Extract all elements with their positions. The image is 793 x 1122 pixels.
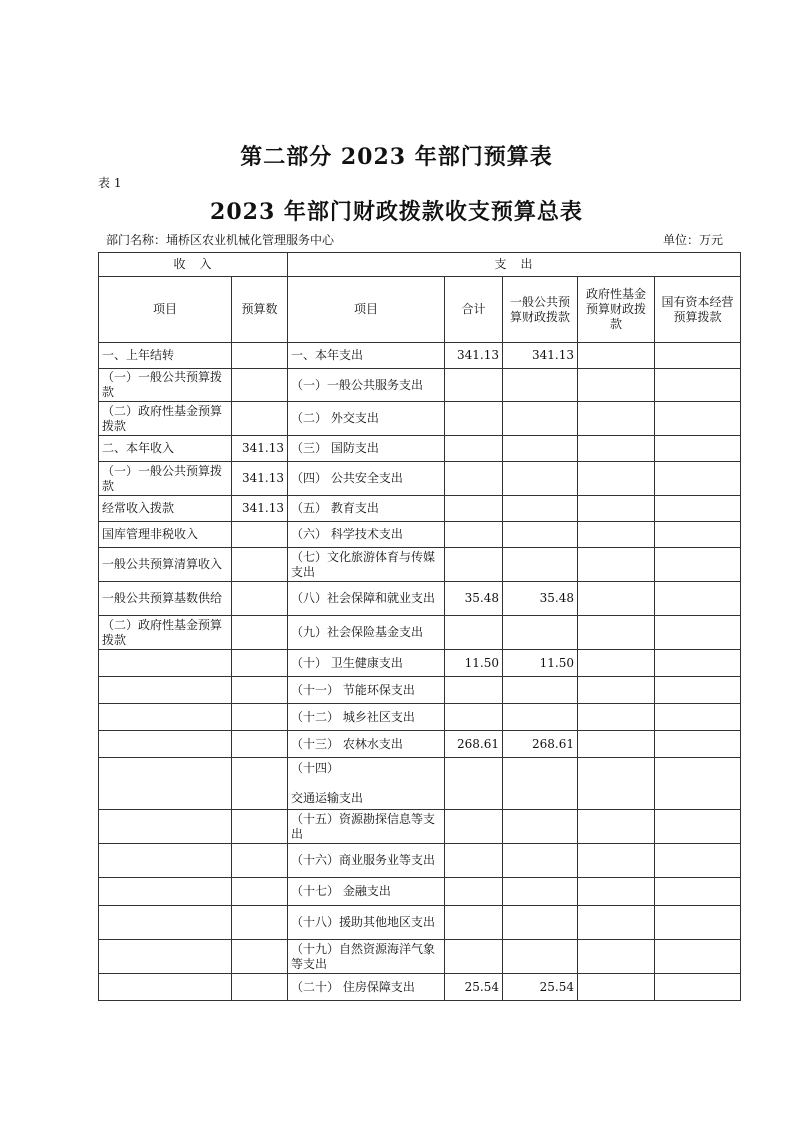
expense-state — [655, 650, 741, 677]
expense-total — [445, 810, 503, 844]
income-item: 国库管理非税收入 — [99, 522, 232, 548]
table-row — [99, 758, 741, 810]
income-item: 二、本年收入 — [99, 436, 232, 462]
expense-general — [503, 878, 578, 906]
income-item: 一般公共预算清算收入 — [99, 548, 232, 582]
expense-general — [503, 369, 578, 402]
expense-general — [503, 906, 578, 940]
income-amount — [232, 940, 288, 974]
expense-item-line1: （十四） — [291, 761, 340, 775]
table-row — [99, 402, 741, 436]
table-row — [99, 522, 741, 548]
expense-item: （十三） 农林水支出 — [288, 731, 445, 758]
income-amount — [232, 616, 288, 650]
income-item — [99, 844, 232, 878]
expense-state — [655, 906, 741, 940]
expense-item: （二） 外交支出 — [288, 402, 445, 436]
income-amount — [232, 758, 288, 810]
expense-item: （十） 卫生健康支出 — [288, 650, 445, 677]
expense-total — [445, 369, 503, 402]
income-amount — [232, 548, 288, 582]
expense-item: （五） 教育支出 — [288, 496, 445, 522]
income-amount — [232, 677, 288, 704]
expense-total — [445, 496, 503, 522]
expense-total: 268.61 — [445, 731, 503, 758]
expense-total — [445, 522, 503, 548]
expense-state — [655, 878, 741, 906]
expense-state — [655, 582, 741, 616]
table-row — [99, 582, 741, 616]
expense-general — [503, 810, 578, 844]
expense-total: 35.48 — [445, 582, 503, 616]
expense-total — [445, 940, 503, 974]
expense-total: 25.54 — [445, 974, 503, 1001]
unit-label: 单位：万元 — [662, 233, 723, 247]
expense-state — [655, 496, 741, 522]
expense-fund — [578, 548, 655, 582]
income-item: 一、上年结转 — [99, 343, 232, 369]
expense-state — [655, 677, 741, 704]
income-amount: 341.13 — [232, 462, 288, 496]
expense-fund — [578, 522, 655, 548]
expense-total — [445, 436, 503, 462]
col-general-budget: 一般公共预算财政拨款 — [503, 277, 578, 343]
expense-state — [655, 810, 741, 844]
expense-state — [655, 343, 741, 369]
col-fund-budget: 政府性基金预算财政拨款 — [578, 277, 655, 343]
income-item: （二）政府性基金预算拨款 — [99, 616, 232, 650]
expense-fund — [578, 731, 655, 758]
expense-fund — [578, 369, 655, 402]
table-row — [99, 906, 741, 940]
expense-general — [503, 522, 578, 548]
income-amount: 341.13 — [232, 436, 288, 462]
expense-general — [503, 704, 578, 731]
income-amount — [232, 369, 288, 402]
income-amount — [232, 974, 288, 1001]
expense-state — [655, 844, 741, 878]
table-row — [99, 548, 741, 582]
expense-total — [445, 878, 503, 906]
table-row — [99, 940, 741, 974]
income-item — [99, 974, 232, 1001]
income-item — [99, 704, 232, 731]
income-item — [99, 650, 232, 677]
income-item — [99, 906, 232, 940]
expense-state — [655, 758, 741, 810]
income-amount — [232, 704, 288, 731]
table-row — [99, 462, 741, 496]
expense-total — [445, 758, 503, 810]
expense-total — [445, 844, 503, 878]
col-income-item: 项目 — [99, 277, 232, 343]
expense-fund — [578, 616, 655, 650]
expense-state — [655, 402, 741, 436]
expense-fund — [578, 436, 655, 462]
expense-general — [503, 548, 578, 582]
expense-general: 268.61 — [503, 731, 578, 758]
income-item: （一）一般公共预算拨款 — [99, 462, 232, 496]
expense-item: （四） 公共安全支出 — [288, 462, 445, 496]
expense-item — [288, 758, 445, 810]
table-row — [99, 704, 741, 731]
budget-table — [98, 252, 741, 1001]
expense-group-header: 支 出 — [288, 253, 741, 277]
expense-fund — [578, 844, 655, 878]
expense-total — [445, 677, 503, 704]
expense-general — [503, 616, 578, 650]
table-row — [99, 436, 741, 462]
expense-item: 一、本年支出 — [288, 343, 445, 369]
income-amount — [232, 522, 288, 548]
department-name: 部门名称：埇桥区农业机械化管理服务中心 — [106, 233, 335, 247]
expense-fund — [578, 402, 655, 436]
income-amount — [232, 650, 288, 677]
income-item — [99, 810, 232, 844]
expense-item: （十五）资源勘探信息等支出 — [288, 810, 445, 844]
expense-general — [503, 758, 578, 810]
expense-total — [445, 906, 503, 940]
expense-general — [503, 436, 578, 462]
income-amount — [232, 878, 288, 906]
expense-fund — [578, 758, 655, 810]
table-row — [99, 731, 741, 758]
expense-total — [445, 402, 503, 436]
col-state-capital: 国有资本经营预算拨款 — [655, 277, 741, 343]
expense-fund — [578, 582, 655, 616]
expense-fund — [578, 343, 655, 369]
income-amount — [232, 582, 288, 616]
income-item — [99, 940, 232, 974]
income-amount: 341.13 — [232, 496, 288, 522]
table-row — [99, 343, 741, 369]
expense-general: 341.13 — [503, 343, 578, 369]
income-item — [99, 731, 232, 758]
table-row — [99, 878, 741, 906]
expense-item: （十九）自然资源海洋气象等支出 — [288, 940, 445, 974]
expense-general: 35.48 — [503, 582, 578, 616]
income-item: 经常收入拨款 — [99, 496, 232, 522]
expense-state — [655, 731, 741, 758]
col-income-budget: 预算数 — [232, 277, 288, 343]
expense-state — [655, 974, 741, 1001]
expense-item: （十七） 金融支出 — [288, 878, 445, 906]
expense-item: （八）社会保障和就业支出 — [288, 582, 445, 616]
table-row — [99, 496, 741, 522]
expense-general — [503, 677, 578, 704]
expense-total: 11.50 — [445, 650, 503, 677]
income-amount — [232, 402, 288, 436]
part-title: 第二部分 2023 年部门预算表 — [240, 144, 553, 170]
expense-general — [503, 940, 578, 974]
expense-total — [445, 616, 503, 650]
expense-general: 25.54 — [503, 974, 578, 1001]
table-column-header — [99, 277, 741, 343]
income-item — [99, 677, 232, 704]
expense-item: （十二） 城乡社区支出 — [288, 704, 445, 731]
expense-fund — [578, 704, 655, 731]
table-row — [99, 677, 741, 704]
expense-fund — [578, 677, 655, 704]
income-item: （一）一般公共预算拨款 — [99, 369, 232, 402]
expense-item: （三） 国防支出 — [288, 436, 445, 462]
income-item: 一般公共预算基数供给 — [99, 582, 232, 616]
expense-state — [655, 462, 741, 496]
expense-state — [655, 369, 741, 402]
expense-state — [655, 522, 741, 548]
expense-fund — [578, 650, 655, 677]
page-title: 2023 年部门财政拨款收支预算总表 — [210, 199, 583, 225]
expense-fund — [578, 462, 655, 496]
expense-item: （一）一般公共服务支出 — [288, 369, 445, 402]
expense-state — [655, 436, 741, 462]
expense-general: 11.50 — [503, 650, 578, 677]
expense-fund — [578, 878, 655, 906]
expense-state — [655, 616, 741, 650]
expense-item-line2: 交通运输支出 — [291, 791, 364, 805]
table-row — [99, 844, 741, 878]
expense-item: （十一） 节能环保支出 — [288, 677, 445, 704]
income-amount — [232, 731, 288, 758]
income-item — [99, 878, 232, 906]
income-item — [99, 758, 232, 810]
expense-item: （十八）援助其他地区支出 — [288, 906, 445, 940]
income-amount — [232, 906, 288, 940]
expense-general — [503, 844, 578, 878]
expense-item: （二十） 住房保障支出 — [288, 974, 445, 1001]
expense-state — [655, 548, 741, 582]
expense-general — [503, 496, 578, 522]
expense-total — [445, 548, 503, 582]
table-row — [99, 974, 741, 1001]
table-row — [99, 650, 741, 677]
expense-fund — [578, 496, 655, 522]
expense-general — [503, 462, 578, 496]
expense-state — [655, 704, 741, 731]
expense-state — [655, 940, 741, 974]
col-expense-item: 项目 — [288, 277, 445, 343]
table-row — [99, 810, 741, 844]
expense-total — [445, 704, 503, 731]
expense-item: （六） 科学技术支出 — [288, 522, 445, 548]
expense-total — [445, 462, 503, 496]
income-item: （二）政府性基金预算拨款 — [99, 402, 232, 436]
expense-general — [503, 402, 578, 436]
income-amount — [232, 844, 288, 878]
expense-fund — [578, 940, 655, 974]
expense-fund — [578, 810, 655, 844]
expense-item: （七）文化旅游体育与传媒支出 — [288, 548, 445, 582]
income-group-header: 收 入 — [99, 253, 288, 277]
table-group-header — [99, 253, 741, 277]
income-amount — [232, 810, 288, 844]
col-total: 合计 — [445, 277, 503, 343]
expense-fund — [578, 974, 655, 1001]
expense-total: 341.13 — [445, 343, 503, 369]
expense-item: （十六）商业服务业等支出 — [288, 844, 445, 878]
table-row — [99, 616, 741, 650]
income-amount — [232, 343, 288, 369]
expense-fund — [578, 906, 655, 940]
table-label: 表 1 — [98, 176, 122, 190]
expense-item: （九）社会保险基金支出 — [288, 616, 445, 650]
table-row — [99, 369, 741, 402]
